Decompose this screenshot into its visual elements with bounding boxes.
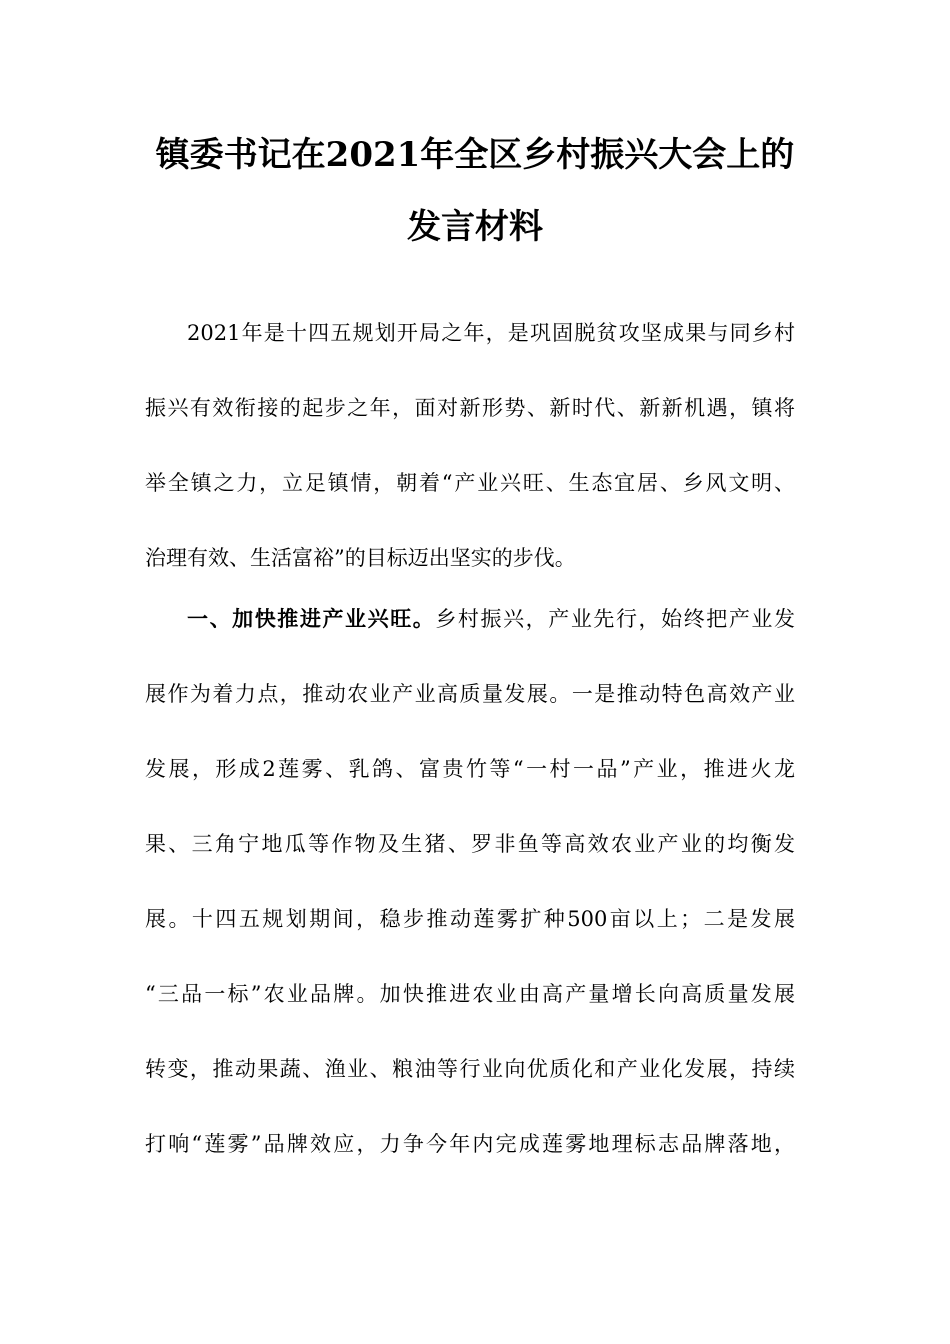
section-heading-rest: 乡村振兴，产业先行，始终把产业发 [435,607,796,631]
paragraph-line: 展作为着力点，推动农业产业高质量发展。一是推动特色高效产业 [145,682,795,706]
document-title-line-1: 镇委书记在2021年全区乡村振兴大会上的 [155,135,795,175]
paragraph-line: “三品一标”农业品牌。加快推进农业由高产量增长向高质量发展 [145,982,795,1006]
paragraph-line: 打响“莲雾”品牌效应，力争今年内完成莲雾地理标志品牌落地， [145,1132,795,1156]
paragraph-line: 转变，推动果蔬、渔业、粮油等行业向优质化和产业化发展，持续 [145,1057,795,1081]
document-title-line-2: 发言材料 [407,207,543,247]
section-heading: 一、加快推进产业兴旺。 [187,606,436,631]
paragraph-line: 果、三角宁地瓜等作物及生猪、罗非鱼等高效农业产业的均衡发 [145,832,795,856]
paragraph-line: 治理有效、生活富裕”的目标迈出坚实的步伐。 [145,546,576,570]
paragraph-line: 发展，形成2莲雾、乳鸽、富贵竹等“一村一品”产业，推进火龙 [145,757,795,781]
paragraph-line: 展。十四五规划期间，稳步推动莲雾扩种500亩以上；二是发展 [145,907,795,931]
paragraph-line: 举全镇之力，立足镇情，朝着“产业兴旺、生态宜居、乡风文明、 [145,471,795,495]
paragraph-first-line [187,604,795,634]
paragraph-line: 振兴有效衔接的起步之年，面对新形势、新时代、新新机遇，镇将 [145,396,795,420]
paragraph-line: 2021年是十四五规划开局之年，是巩固脱贫攻坚成果与同乡村 [187,321,795,345]
